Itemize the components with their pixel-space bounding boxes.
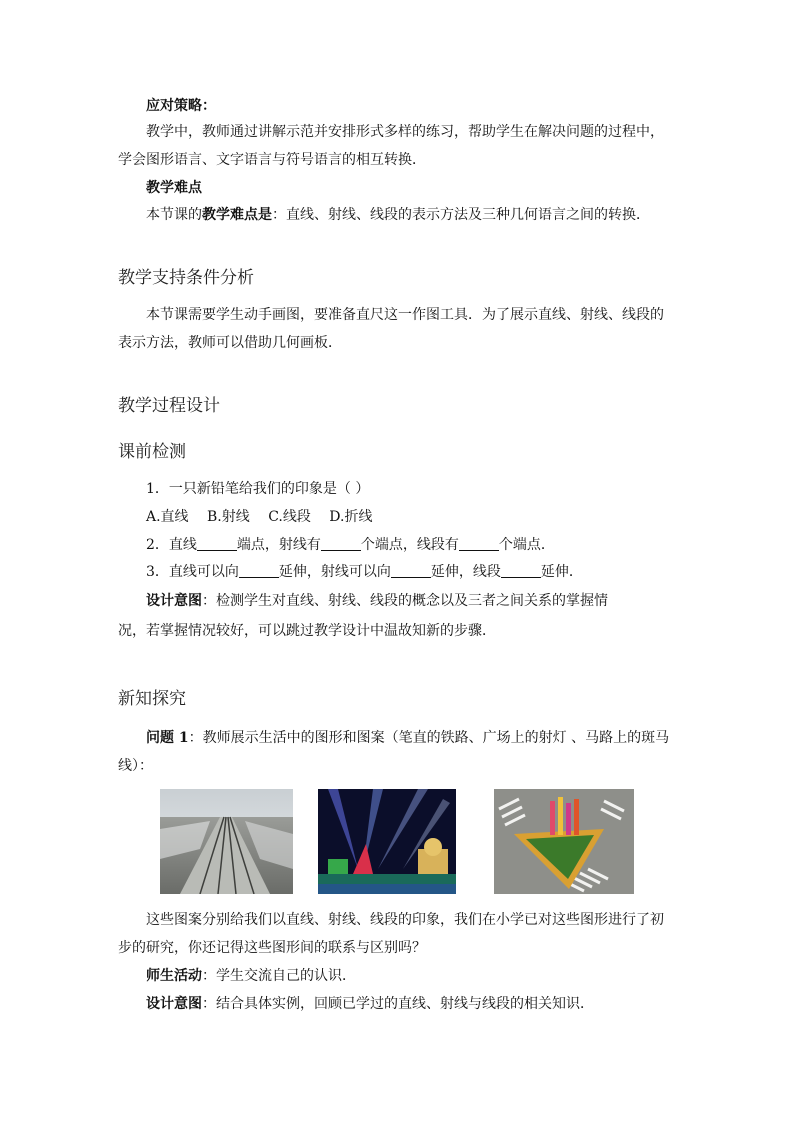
q2-part-a: 2．直线 xyxy=(146,537,197,553)
q2-part-d: 个端点． xyxy=(498,537,555,553)
pretest-q1-options: A.直线 B.射线 C.线段 D.折线 xyxy=(146,509,373,525)
q2-part-c: 个端点，线段有 xyxy=(360,537,459,553)
pretest-intent-label: 设计意图 xyxy=(146,593,202,609)
activity-label: 师生活动 xyxy=(146,968,202,984)
railway-photo xyxy=(160,789,293,894)
pretest-intent-2: 况，若掌握情况较好，可以跳过教学设计中温故知新的步骤． xyxy=(118,623,496,639)
q3-part-a: 3．直线可以向 xyxy=(146,564,239,580)
pretest-intent-text: ：检测学生对直线、射线、线段的概念以及三者之间关系的掌握情 xyxy=(202,593,608,609)
support-heading: 教学支持条件分析 xyxy=(118,268,254,288)
q3-part-b: 延伸，射线可以向 xyxy=(278,564,391,580)
support-text-1: 本节课需要学生动手画图，要准备直尺这一作图工具．为了展示直线、射线、线段的 xyxy=(146,307,664,323)
explore-after-2: 步的研究，你还记得这些图形间的联系与区别吗？ xyxy=(118,940,426,956)
q3-blank-2 xyxy=(391,563,431,578)
pretest-heading: 课前检测 xyxy=(118,442,186,462)
pretest-q2 xyxy=(146,535,706,555)
difficulty-bold-term: 教学难点是 xyxy=(202,207,272,223)
q3-blank-3 xyxy=(501,563,541,578)
explore-after-1: 这些图案分别给我们以直线、射线、线段的印象，我们在小学已对这些图形进行了初 xyxy=(146,912,664,928)
difficulty-text xyxy=(146,205,706,225)
strategy-title: 应对策略： xyxy=(146,98,216,114)
activity-text: ：学生交流自己的认识． xyxy=(202,968,356,984)
explore-intent-line xyxy=(146,994,706,1014)
problem-1-text: ：教师展示生活中的图形和图案（笔直的铁路、广场上的射灯 、马路上的斑马 xyxy=(188,730,670,746)
q2-blank-3 xyxy=(459,536,499,551)
pretest-q3 xyxy=(146,562,706,582)
difficulty-body: ：直线、射线、线段的表示方法及三种几何语言之间的转换． xyxy=(272,207,650,223)
problem-1-label: 问题 1 xyxy=(146,730,189,746)
searchlight-photo xyxy=(318,789,456,894)
explore-heading: 新知探究 xyxy=(118,689,186,709)
q2-part-b: 端点，射线有 xyxy=(236,537,321,553)
strategy-text-2: 学会图形语言、文字语言与符号语言的相互转换． xyxy=(118,152,426,168)
strategy-text-1: 教学中，教师通过讲解示范并安排形式多样的练习，帮助学生在解决问题的过程中， xyxy=(146,124,664,140)
problem-1-line-1 xyxy=(146,728,706,748)
support-text-2: 表示方法，教师可以借助几何画板． xyxy=(118,335,342,351)
process-heading: 教学过程设计 xyxy=(118,396,220,416)
q2-blank-2 xyxy=(321,536,361,551)
q3-part-d: 延伸． xyxy=(540,564,583,580)
activity-line xyxy=(146,966,706,986)
zebra-crossing-photo xyxy=(494,789,634,894)
pretest-q1: 1．一只新铅笔给我们的印象是（ ） xyxy=(146,481,370,497)
q2-blank-1 xyxy=(197,536,237,551)
q3-part-c: 延伸，线段 xyxy=(430,564,501,580)
difficulty-prefix: 本节课的 xyxy=(146,207,202,223)
difficulty-title: 教学难点 xyxy=(146,180,202,196)
pretest-intent-1 xyxy=(146,591,706,611)
q3-blank-1 xyxy=(239,563,279,578)
explore-intent-text: ：结合具体实例，回顾已学过的直线、射线与线段的相关知识． xyxy=(202,996,594,1012)
explore-intent-label: 设计意图 xyxy=(146,996,202,1012)
problem-1-line-2: 线）： xyxy=(118,758,153,774)
